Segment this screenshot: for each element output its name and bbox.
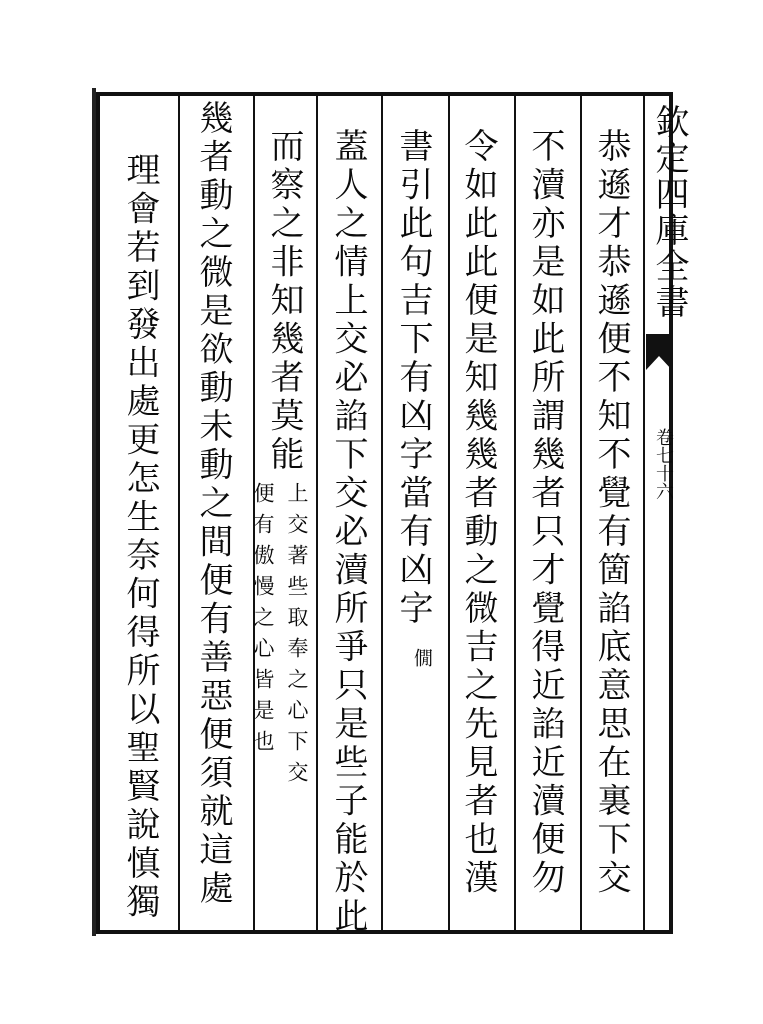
book-title: 欽定四庫全書 bbox=[649, 104, 689, 320]
column-rule bbox=[580, 96, 582, 930]
text-column-2: 不瀆亦是如此所謂幾者只才覺得近諂近瀆便勿 bbox=[525, 128, 565, 898]
text-column-7: 幾者動之微是欲動未動之間便有善惡便須就這處 bbox=[193, 100, 233, 909]
text-column-6: 而察之非知幾者莫能 bbox=[264, 128, 304, 475]
column-rule bbox=[316, 96, 318, 930]
column-rule bbox=[381, 96, 383, 930]
column-rule bbox=[178, 96, 180, 930]
text-column-5: 蓋人之情上交必諂下交必瀆所爭只是些子能於此 bbox=[328, 128, 368, 937]
text-column-6-note-left: 便有傲慢之心皆是也 bbox=[251, 482, 275, 761]
text-column-8: 理會若到發出處更怎生奈何得所以聖賢說慎獨 bbox=[120, 152, 160, 922]
column-rule bbox=[448, 96, 450, 930]
fishtail-mark-icon bbox=[646, 334, 672, 370]
column-rule bbox=[514, 96, 516, 930]
text-column-4-note: 僩 bbox=[411, 648, 433, 669]
text-column-4: 書引此句吉下有凶字當有凶字 bbox=[393, 128, 433, 629]
text-column-3: 令如此此便是知幾幾者動之微吉之先見者也漢 bbox=[458, 128, 498, 898]
page-frame bbox=[96, 92, 673, 934]
juan-label: 卷七十六 bbox=[653, 428, 674, 500]
text-column-6-note-right: 上交著些取奉之心下交 bbox=[285, 482, 309, 792]
text-column-1: 恭遜才恭遜便不知不覺有箇諂底意思在裏下交 bbox=[591, 128, 631, 898]
